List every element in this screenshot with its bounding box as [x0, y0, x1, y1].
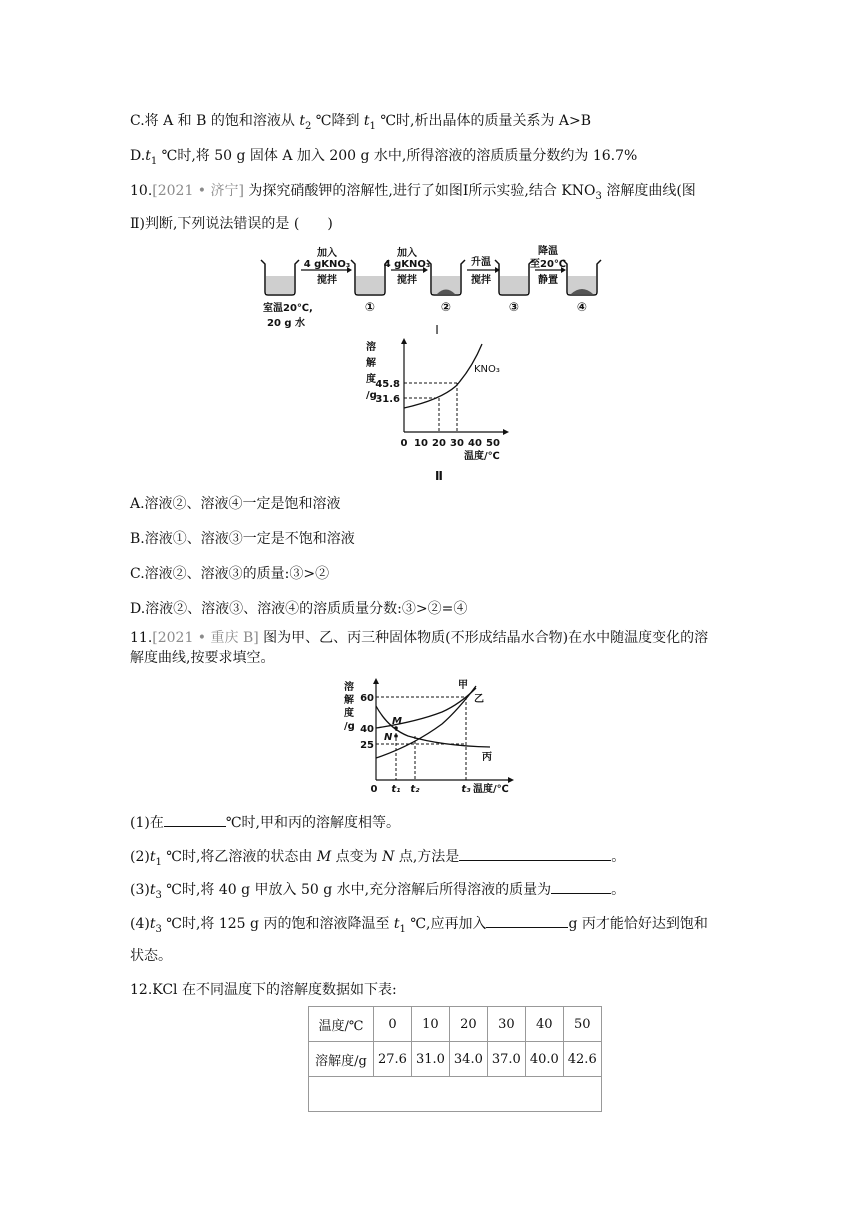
beaker-2: [427, 260, 465, 295]
step1-bot: 搅拌: [317, 275, 337, 286]
curve-label-kno3: KNO₃: [474, 364, 500, 375]
table-cell: 20: [449, 1007, 487, 1042]
q10-figure-1: [255, 244, 605, 336]
step2-top: 加入: [397, 248, 417, 259]
y-tick-40: 40: [360, 724, 374, 735]
table-cell: 42.6: [563, 1042, 601, 1077]
table-cell-empty: [309, 1077, 602, 1112]
table-row-empty: [309, 1077, 602, 1112]
x-label: 温度/℃: [473, 784, 509, 795]
x-tick-10: 10: [414, 438, 428, 449]
table-cell: 10: [411, 1007, 449, 1042]
q12-stem: 12.KCl 在不同温度下的溶解度数据如下表:: [130, 982, 397, 998]
q11-figure: [342, 676, 522, 798]
y-label-1: 溶: [366, 342, 376, 353]
q11-part-2: $(2)t_1$ ℃时,将乙溶液的状态由 M 点变为 N 点,方法是 。: [130, 846, 625, 873]
beaker-3: [495, 260, 533, 295]
y-label-2: 解: [366, 358, 376, 369]
label-1: ①: [364, 300, 376, 314]
answer-blank-3[interactable]: [551, 879, 611, 894]
beaker-start: [261, 260, 299, 295]
answer-blank-4[interactable]: [486, 913, 568, 928]
curve-label-jia: 甲: [458, 680, 468, 691]
q11-part-4: $(4)t_3$ ℃时,将 125 g 丙的饱和溶液降温至 $t_1$ ℃,应再加入 g 丙才能恰好达到饱和: [130, 913, 708, 940]
answer-blank-2[interactable]: [459, 846, 611, 861]
q11-part-1: (1)在 ℃时,甲和丙的溶解度相等。: [130, 812, 400, 833]
x-tick-0: 0: [400, 438, 408, 449]
y-label-1: 溶: [344, 682, 354, 693]
x-tick-20: 20: [432, 438, 446, 449]
step2-mid: 4 gKNO₃: [383, 259, 431, 270]
step4-bot: 静置: [538, 275, 558, 286]
q11-part-4-cont: 状态。: [130, 948, 172, 964]
x-tick-t2: t₂: [410, 784, 420, 795]
q11-stem-line1: 11.[2021 • 重庆 B] 图为甲、乙、丙三种固体物质(不形成结晶水合物)在水中随温度变化的溶: [130, 630, 709, 646]
x-label: 温度/℃: [464, 451, 500, 462]
step4-top: 降温: [538, 246, 558, 257]
point-label-m: M: [392, 716, 402, 727]
label-2: ②: [440, 300, 452, 314]
table-cell: 37.0: [487, 1042, 525, 1077]
y-label-4: /g: [366, 390, 377, 401]
table-cell: 40: [525, 1007, 563, 1042]
x-tick-40: 40: [468, 438, 482, 449]
x-tick-30: 30: [450, 438, 464, 449]
step2-bot: 搅拌: [397, 275, 417, 286]
step1-mid: 4 gKNO₃: [303, 259, 351, 270]
y-label-4: /g: [344, 721, 355, 732]
table-cell: 27.6: [374, 1042, 412, 1077]
step3-top: 升温: [471, 257, 491, 268]
curve-label-yi: 乙: [474, 694, 484, 705]
table-cell: 温度/℃: [309, 1007, 374, 1042]
figure-2-caption: Ⅱ: [435, 469, 443, 483]
table-cell: 50: [563, 1007, 601, 1042]
table-cell: 34.0: [449, 1042, 487, 1077]
step3-bot: 搅拌: [471, 275, 491, 286]
q11-source: [2021 • 重庆 B]: [152, 630, 259, 646]
table-cell: 溶解度/g: [309, 1042, 374, 1077]
y-tick-25: 25: [360, 740, 374, 751]
q11-part-3: $(3)t_3$ ℃时,将 40 g 甲放入 50 g 水中,充分溶解后所得溶液的质量为 。: [130, 879, 625, 906]
y-label-2: 解: [344, 695, 354, 706]
step4-mid: 至20℃: [529, 259, 567, 270]
q10-stem-line1: 10.[2021 • 济宁] 为探究硝酸钾的溶解性,进行了如图Ⅰ所示实验,结合 $KNO_3$ 溶解度曲线(图: [130, 183, 696, 202]
curve-yi: [376, 688, 476, 728]
start-label-2: 20 g 水: [267, 318, 306, 329]
q10-option-b: B.溶液①、溶液③一定是不饱和溶液: [130, 531, 355, 547]
x-tick-t1: t₁: [391, 784, 401, 795]
q10-figure-2: [360, 336, 520, 486]
q9-option-c: C.将 A 和 B 的饱和溶液从 $t_2$ ℃降到 $t_1$ ℃时,析出晶体的质量关系为 A>B: [130, 113, 592, 132]
label-4: ④: [576, 300, 588, 314]
step1-top: 加入: [317, 248, 337, 259]
kcl-solubility-table: [308, 1006, 602, 1112]
beaker-4: [563, 260, 601, 295]
y-label-3: 度: [344, 708, 354, 719]
table-cell: 31.0: [411, 1042, 449, 1077]
label-3: ③: [508, 300, 520, 314]
q10-option-a: A.溶液②、溶液④一定是饱和溶液: [130, 496, 341, 512]
q10-stem-line2: Ⅱ)判断,下列说法错误的是 ( ): [130, 216, 333, 232]
table-row: [309, 1042, 602, 1077]
table-cell: 30: [487, 1007, 525, 1042]
q10-source: [2021 • 济宁]: [152, 183, 244, 199]
q10-option-d: D.溶液②、溶液③、溶液④的溶质质量分数:③>②=④: [130, 601, 468, 617]
q9-option-d: $D.t_1$ ℃时,将 50 g 固体 A 加入 200 g 水中,所得溶液的溶质质量分数约为 16.7%: [130, 148, 638, 167]
table-row: [309, 1007, 602, 1042]
x-tick-t3: t₃: [461, 784, 471, 795]
table-cell: 40.0: [525, 1042, 563, 1077]
x-tick-0: 0: [370, 784, 378, 795]
q10-option-c: C.溶液②、溶液③的质量:③>②: [130, 566, 330, 582]
y-tick-31-6: 31.6: [375, 394, 400, 405]
y-label-3: 度: [366, 374, 376, 385]
q11-stem-line2: 解度曲线,按要求填空。: [130, 650, 275, 666]
table-cell: 0: [374, 1007, 412, 1042]
point-n: [394, 734, 398, 738]
y-tick-45-8: 45.8: [375, 379, 400, 390]
start-label-1: 室温20℃,: [263, 303, 313, 314]
curve-label-bing: 丙: [482, 752, 492, 763]
x-tick-50: 50: [486, 438, 500, 449]
answer-blank-1[interactable]: [164, 812, 226, 827]
y-tick-60: 60: [360, 693, 374, 704]
figure-1-caption: Ⅰ: [435, 323, 439, 336]
point-label-n: N: [384, 732, 393, 743]
